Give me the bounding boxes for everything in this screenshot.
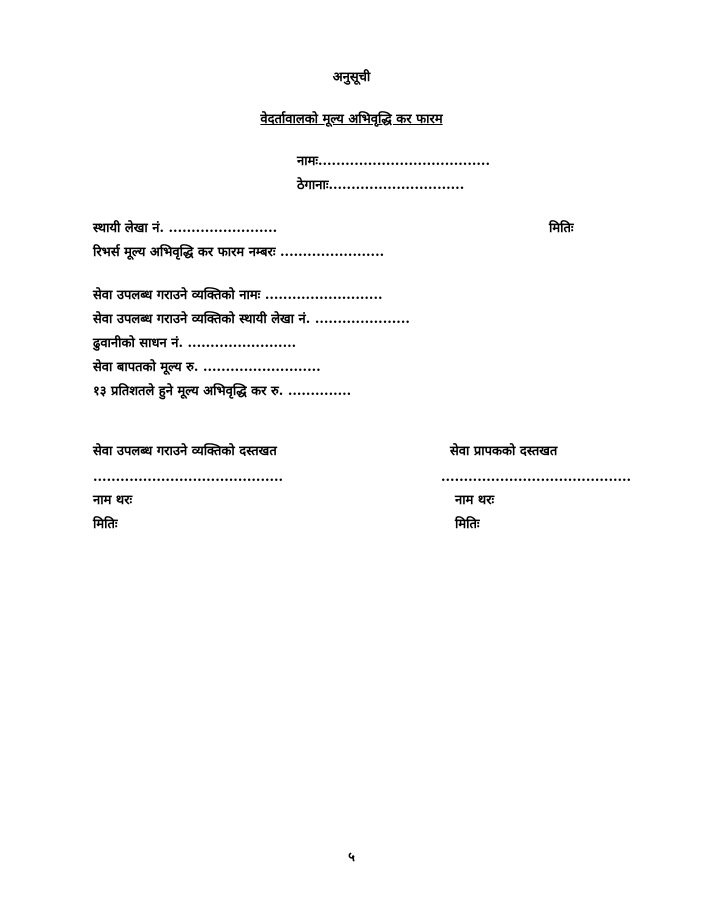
service-value-field: सेवा बापतको मूल्य रु. .......................... (93, 360, 321, 375)
address-field: ठेगानाः.............................. (297, 178, 465, 193)
pan-field: स्थायी लेखा नं. ........................ (93, 221, 278, 236)
schedule-heading: अनुसूची (332, 70, 371, 85)
recipient-date-label: मितिः (455, 517, 480, 532)
form-title: वेदर्तावालको मूल्य अभिवृद्धि कर फारम (260, 112, 443, 127)
page-number: ५ (348, 850, 355, 865)
provider-signature-heading: सेवा उपलब्ध गराउने व्यक्तिको दस्तखत (93, 444, 277, 459)
recipient-signature-line: .......................................... (441, 470, 632, 485)
recipient-name-label: नाम थरः (455, 493, 495, 508)
vat-amount-field: १३ प्रतिशतले हुने मूल्य अभिवृद्धि कर रु. .............. (93, 384, 352, 399)
vehicle-number-field: ढुवानीको साधन नं. ........................ (93, 336, 297, 351)
name-field: नामः...................................... (297, 154, 490, 169)
provider-name-field: सेवा उपलब्ध गराउने व्यक्तिको नामः .......................... (93, 288, 383, 303)
provider-date-label: मितिः (93, 517, 118, 532)
date-field: मितिः (549, 221, 574, 236)
reverse-form-number-field: रिभर्स मूल्य अभिवृद्धि कर फारम नम्बरः ....................... (93, 245, 385, 260)
provider-name-label: नाम थरः (93, 493, 133, 508)
recipient-signature-heading: सेवा प्रापकको दस्तखत (450, 444, 558, 459)
provider-pan-field: सेवा उपलब्ध गराउने व्यक्तिको स्थायी लेखा नं. ..................... (93, 312, 410, 327)
provider-signature-line: .......................................... (93, 470, 284, 485)
